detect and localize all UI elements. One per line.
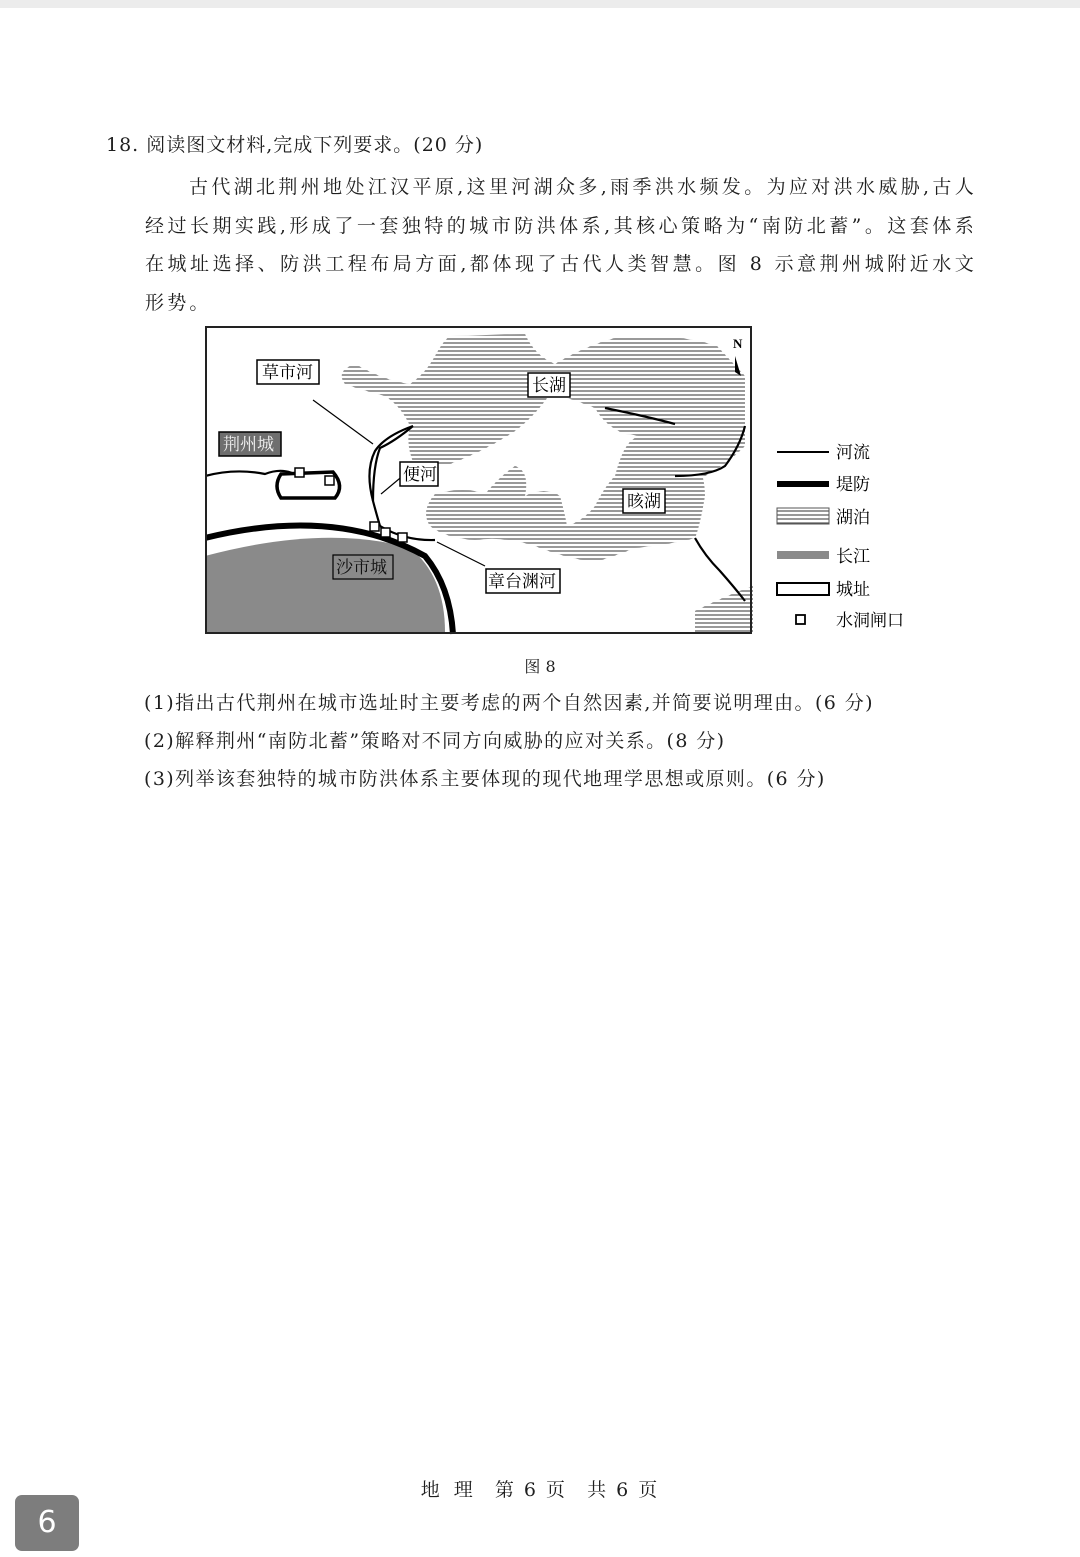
legend-yangtze-label: 长江: [836, 547, 870, 566]
small-lake: [695, 586, 753, 634]
label-jingzhou: 荆州城: [223, 435, 274, 454]
legend-river-label: 河流: [836, 443, 870, 462]
top-strip: [0, 0, 1080, 8]
label-caoshi-river: 草市河: [262, 363, 313, 382]
legend-lake-label: 湖泊: [836, 508, 870, 527]
legend-city-label: 城址: [836, 580, 870, 599]
label-changhu: 长湖: [532, 376, 566, 395]
legend-lake-symbol: [777, 508, 829, 524]
question-title: 18. 阅读图文材料,完成下列要求。(20 分): [106, 134, 484, 156]
legend-dike-label: 堤防: [836, 475, 870, 494]
figure-caption: 图 8: [524, 657, 556, 676]
subquestion-1: (1)指出古代荆州在城市选址时主要考虑的两个自然因素,并简要说明理由。(6 分): [144, 692, 874, 714]
label-haihu: 晐湖: [627, 492, 661, 511]
legend-sluice-label: 水洞闸口: [836, 611, 904, 630]
page-footer: [0, 1475, 1080, 1502]
question-paragraph: 古代湖北荆州地处江汉平原,这里河湖众多,雨季洪水频发。为应对洪水威胁,古人经过长期实践,形成了一套独特的城市防洪体系,其核心策略为“南防北蓄”。这套体系在城址选择、防洪工程布局方面,都体现了古代人类智慧。图 8 示意荆州城附近水文形势。: [145, 176, 977, 314]
label-shashi: 沙市城: [336, 558, 387, 577]
page-number-badge: 6: [15, 1495, 79, 1551]
label-zhangtai: 章台渊河: [488, 572, 556, 591]
hydrology-map: [205, 326, 753, 638]
legend-sluice-symbol: [796, 615, 805, 624]
legend-city-symbol: [777, 583, 829, 595]
footer-subject: 地: [420, 1479, 442, 1501]
legend-yangtze-symbol: [777, 551, 829, 559]
footer-subject-2: 理: [453, 1479, 475, 1501]
footer-total: 共 6 页: [587, 1479, 660, 1501]
map-legend: [774, 434, 924, 634]
label-bianhe: 便河: [403, 465, 437, 484]
subquestion-2: (2)解释荆州“南防北蓄”策略对不同方向威胁的应对关系。(8 分): [144, 730, 726, 752]
footer-page: 第 6 页: [494, 1479, 568, 1501]
yangtze-river: [205, 538, 445, 632]
subquestion-3: (3)列举该套独特的城市防洪体系主要体现的现代地理学思想或原则。(6 分): [144, 768, 826, 790]
north-label: N: [733, 336, 743, 351]
